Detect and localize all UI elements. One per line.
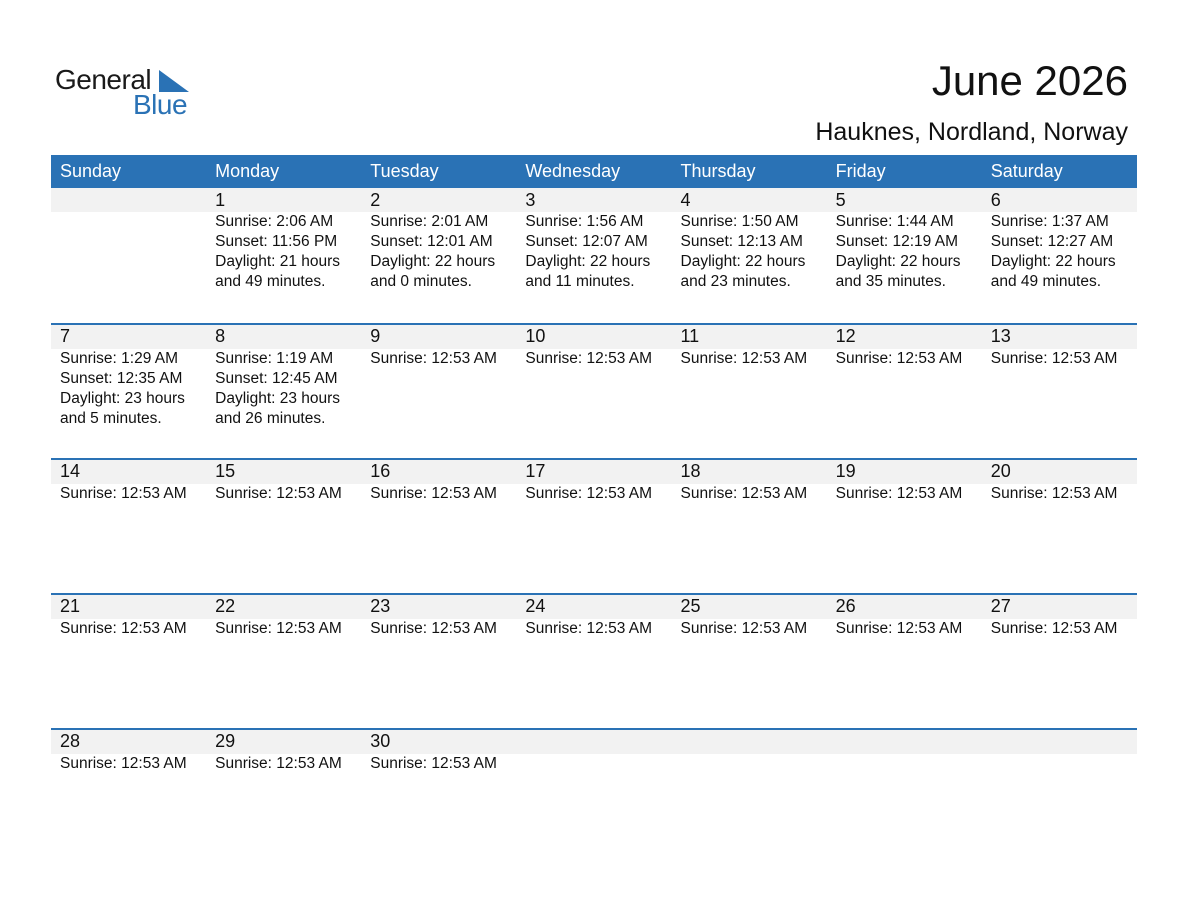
day-number: 30: [370, 731, 391, 751]
day-sun-info: and 35 minutes.: [835, 273, 946, 290]
day-sun-info: Sunset: 12:01 AM: [370, 233, 493, 250]
calendar-week-row: [51, 593, 1137, 728]
day-sun-info: Daylight: 22 hours: [680, 253, 806, 270]
day-sun-info: Sunset: 12:27 AM: [990, 233, 1114, 250]
day-cell: [206, 728, 361, 863]
day-sun-info: Sunset: 12:45 AM: [215, 370, 338, 387]
day-number: 7: [60, 326, 71, 346]
day-cell: [982, 188, 1137, 323]
weekday-saturday: Saturday: [990, 161, 1063, 181]
day-number: 26: [835, 596, 856, 616]
day-number: 25: [680, 596, 701, 616]
day-sun-info: Sunset: 11:56 PM: [215, 233, 338, 250]
day-sun-info: Sunrise: 1:29 AM: [60, 350, 179, 367]
day-cell: [206, 188, 361, 323]
day-cell: [51, 323, 206, 458]
day-number: 20: [990, 461, 1011, 481]
day-sun-info: Sunrise: 12:53 AM: [60, 755, 187, 772]
day-number: [525, 728, 671, 754]
page-title: June 2026: [931, 57, 1128, 104]
day-sun-info: Sunrise: 12:53 AM: [525, 485, 653, 502]
day-number: 16: [370, 461, 391, 481]
weekday-sunday: Sunday: [60, 161, 122, 181]
day-sun-info: Sunrise: 12:53 AM: [370, 755, 497, 772]
day-sun-info: Sunrise: 12:53 AM: [680, 485, 808, 502]
day-number: 28: [60, 731, 81, 751]
day-sun-info: Sunrise: 12:53 AM: [990, 350, 1118, 367]
day-sun-info: Sunrise: 12:53 AM: [370, 620, 497, 637]
day-cell: [982, 593, 1137, 728]
day-sun-info: Daylight: 23 hours: [60, 390, 185, 407]
day-sun-info: Sunrise: 1:19 AM: [215, 350, 334, 367]
day-number: 2: [370, 190, 381, 210]
day-cell: [672, 323, 827, 458]
day-sun-info: Sunrise: 12:53 AM: [835, 350, 963, 367]
day-sun-info: Sunrise: 2:06 AM: [215, 213, 334, 230]
day-sun-info: Daylight: 22 hours: [990, 253, 1116, 270]
day-cell: [361, 188, 516, 323]
day-sun-info: Sunrise: 2:01 AM: [370, 213, 489, 230]
day-number: 23: [370, 596, 391, 616]
day-cell: [982, 728, 1137, 863]
day-number: 22: [215, 596, 236, 616]
day-number: 21: [60, 596, 81, 616]
day-cell: [827, 188, 982, 323]
day-number: 19: [835, 461, 856, 481]
day-sun-info: Sunrise: 12:53 AM: [835, 485, 963, 502]
day-cell: [827, 593, 982, 728]
day-number: 9: [370, 326, 381, 346]
day-number: 27: [990, 596, 1011, 616]
weekday-tuesday: Tuesday: [370, 161, 439, 181]
day-cell: [516, 188, 671, 323]
day-number: 8: [215, 326, 226, 346]
day-cell: [361, 728, 516, 863]
day-sun-info: Sunrise: 1:44 AM: [835, 213, 954, 230]
day-cell: [51, 188, 206, 323]
day-number: 6: [990, 190, 1001, 210]
day-cell: [827, 323, 982, 458]
day-sun-info: Sunrise: 12:53 AM: [990, 485, 1118, 502]
day-sun-info: Daylight: 22 hours: [370, 253, 496, 270]
location-subtitle: Hauknes, Nordland, Norway: [815, 118, 1128, 146]
day-sun-info: Sunrise: 12:53 AM: [370, 485, 497, 502]
day-number: 17: [525, 461, 546, 481]
day-number: 15: [215, 461, 236, 481]
day-number: 5: [835, 190, 846, 210]
day-cell: [516, 593, 671, 728]
day-number: 11: [680, 326, 700, 346]
day-sun-info: Sunrise: 12:53 AM: [835, 620, 963, 637]
day-sun-info: Sunrise: 12:53 AM: [60, 485, 187, 502]
day-cell: [827, 728, 982, 863]
day-sun-info: Sunrise: 12:53 AM: [525, 350, 653, 367]
brand-name-general: General: [55, 64, 152, 95]
calendar-weeks: [51, 188, 1137, 863]
day-cell: [361, 458, 516, 593]
day-number: [991, 728, 1137, 754]
day-cell: [51, 728, 206, 863]
day-sun-info: and 49 minutes.: [990, 273, 1102, 290]
calendar-week-row: [51, 458, 1137, 593]
day-cell: [361, 593, 516, 728]
weekday-monday: Monday: [215, 161, 280, 181]
day-sun-info: Sunset: 12:35 AM: [60, 370, 183, 387]
day-sun-info: Daylight: 21 hours: [215, 253, 341, 270]
day-number: 4: [680, 190, 691, 210]
day-number: 29: [215, 731, 236, 751]
day-cell: [51, 593, 206, 728]
calendar-week-row: [51, 188, 1137, 323]
day-sun-info: Sunrise: 12:53 AM: [215, 485, 342, 502]
day-cell: [206, 323, 361, 458]
day-sun-info: Sunset: 12:19 AM: [835, 233, 958, 250]
calendar-week-row: [51, 323, 1137, 458]
day-sun-info: Sunrise: 12:53 AM: [215, 620, 342, 637]
day-cell: [672, 188, 827, 323]
day-number: [681, 728, 827, 754]
calendar: [51, 155, 1137, 863]
day-sun-info: and 23 minutes.: [680, 273, 791, 290]
day-sun-info: and 26 minutes.: [215, 410, 326, 427]
day-sun-info: Sunrise: 12:53 AM: [60, 620, 187, 637]
day-cell: [516, 728, 671, 863]
day-number: 14: [60, 461, 81, 481]
day-sun-info: Daylight: 23 hours: [215, 390, 341, 407]
day-sun-info: Sunrise: 12:53 AM: [215, 755, 342, 772]
brand-logo: [55, 64, 205, 120]
day-sun-info: Sunset: 12:07 AM: [525, 233, 648, 250]
weekday-friday: Friday: [835, 161, 886, 181]
day-cell: [827, 458, 982, 593]
day-sun-info: Sunrise: 1:50 AM: [680, 213, 799, 230]
day-cell: [516, 323, 671, 458]
day-sun-info: Daylight: 22 hours: [525, 253, 651, 270]
day-number: 12: [835, 326, 856, 346]
day-sun-info: Sunrise: 12:53 AM: [370, 350, 497, 367]
day-sun-info: Sunrise: 12:53 AM: [680, 350, 808, 367]
day-number: 18: [680, 461, 701, 481]
day-sun-info: and 0 minutes.: [370, 273, 472, 290]
day-number: 1: [215, 190, 226, 210]
day-number: 24: [525, 596, 546, 616]
day-cell: [206, 458, 361, 593]
day-sun-info: Sunrise: 12:53 AM: [990, 620, 1118, 637]
day-sun-info: and 5 minutes.: [60, 410, 162, 427]
weekday-header: [51, 155, 1137, 188]
day-cell: [982, 323, 1137, 458]
weekday-wednesday: Wednesday: [525, 161, 621, 181]
calendar-week-row: [51, 728, 1137, 863]
day-sun-info: and 11 minutes.: [525, 273, 635, 290]
day-cell: [982, 458, 1137, 593]
day-sun-info: Sunrise: 12:53 AM: [525, 620, 653, 637]
day-cell: [361, 323, 516, 458]
day-cell: [51, 458, 206, 593]
day-sun-info: Daylight: 22 hours: [835, 253, 961, 270]
day-number: 3: [525, 190, 536, 210]
day-cell: [516, 458, 671, 593]
day-sun-info: Sunrise: 1:37 AM: [990, 213, 1109, 230]
day-sun-info: and 49 minutes.: [215, 273, 326, 290]
weekday-thursday: Thursday: [680, 161, 756, 181]
day-number: 13: [990, 326, 1011, 346]
day-sun-info: Sunset: 12:13 AM: [680, 233, 803, 250]
day-sun-info: Sunrise: 1:56 AM: [525, 213, 644, 230]
day-cell: [206, 593, 361, 728]
day-cell: [672, 728, 827, 863]
day-number: [60, 188, 206, 212]
day-sun-info: Sunrise: 12:53 AM: [680, 620, 808, 637]
day-number: 10: [525, 326, 546, 346]
day-number: [836, 728, 982, 754]
day-cell: [672, 593, 827, 728]
day-cell: [672, 458, 827, 593]
brand-name-blue: Blue: [133, 89, 188, 120]
